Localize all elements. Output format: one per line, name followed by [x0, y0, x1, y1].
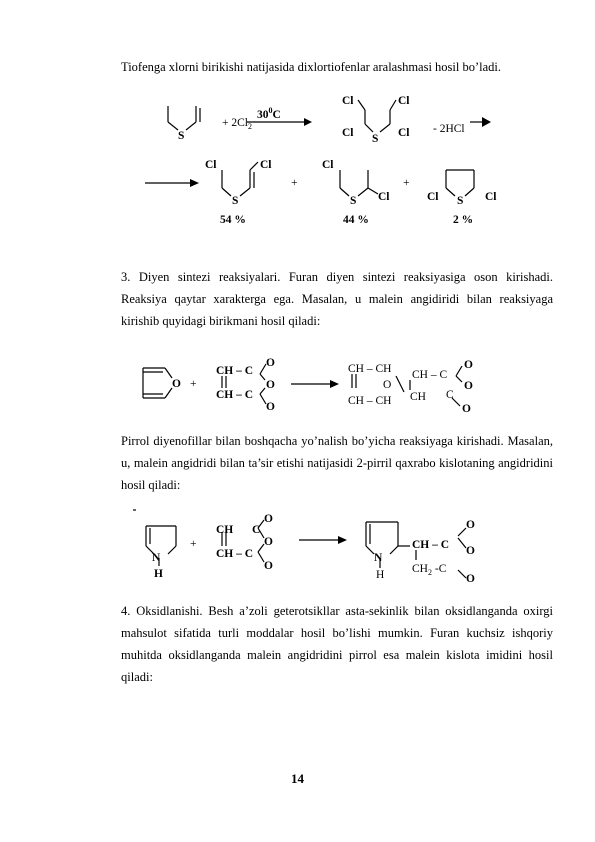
- oxygen-atom-label: O: [266, 379, 275, 391]
- plus-sign: +: [403, 177, 410, 189]
- oxygen-atom-label: O: [464, 359, 473, 371]
- oxygen-atom-label: O: [466, 519, 475, 531]
- ch-group-label: CH: [410, 391, 426, 403]
- ch-group-label: CH – C: [216, 389, 254, 401]
- paragraph-thiophene-chlorination: Tiofenga xlorni birikishi natijasida dixlortiofenlar aralashmasi hosil bo’ladi.: [121, 60, 502, 74]
- ch-group-label: CH – C: [412, 539, 450, 551]
- ch-group-label: CH – CH: [348, 363, 392, 375]
- chlorine-label: Cl: [205, 159, 217, 171]
- chlorine-label: Cl: [378, 191, 390, 203]
- c-atom-label: C: [446, 389, 454, 401]
- ch-group-label: CH – C: [216, 548, 254, 560]
- nitrogen-atom-label: N: [152, 552, 161, 564]
- ch2-group-label: $CH_2$ -C: [412, 563, 447, 577]
- reaction-scheme-furan-diene: [0, 352, 595, 422]
- oxygen-atom-label: O: [466, 573, 475, 585]
- hcl-byproduct: - 2HCl: [433, 123, 465, 135]
- paragraph-pyrrole-reaction: Pirrol diyenofillar bilan boshqacha yo’nalish bo’yicha reaksiyaga kirishadi. Masalan, u, malein angidridi bilan ta’sir etishi natijasidi 2-pirril qaxrabo kislotaning angidridini hosil qiladi:: [121, 434, 553, 492]
- sulfur-atom-label: S: [372, 133, 379, 145]
- chlorine-label: Cl: [398, 95, 410, 107]
- plus-sign: +: [190, 378, 197, 390]
- yield-label: 2 %: [453, 214, 474, 226]
- sulfur-atom-label: S: [350, 195, 357, 207]
- chlorine-reagent: + $2Cl_2$: [222, 117, 252, 131]
- paragraph-oxidation: 4. Oksidlanishi. Besh a’zoli geterotsikllar asta-sekinlik bilan oksidlanganda oxirgi mahsulot sifatida turli moddalar hosil bo’lishi mumkin. Furan kuchsiz ishqoriy muhitda oksidlanganda malein angidridini pirrol esa malein kislota imidini hosil qiladi:: [121, 604, 553, 684]
- chlorine-label: Cl: [260, 159, 272, 171]
- chlorine-label: Cl: [342, 127, 354, 139]
- page-number: 14: [291, 771, 304, 786]
- sulfur-atom-label: S: [232, 195, 239, 207]
- ch-group-label: CH – C: [412, 369, 448, 381]
- nitrogen-atom-label: N: [374, 552, 383, 564]
- yield-label: 44 %: [343, 214, 369, 226]
- chlorine-label: Cl: [485, 191, 497, 203]
- oxygen-atom-label: O: [172, 378, 181, 390]
- oxygen-atom-label: O: [466, 545, 475, 557]
- oxygen-atom-label: O: [462, 403, 471, 415]
- hydrogen-atom-label: H: [154, 568, 163, 580]
- reaction-scheme-pyrrole: [0, 508, 595, 588]
- oxygen-atom-label: O: [264, 536, 273, 548]
- reaction-scheme-chlorination: [0, 88, 595, 238]
- chlorine-label: Cl: [342, 95, 354, 107]
- ch-group-label: CH: [216, 524, 234, 536]
- hydrogen-atom-label: H: [376, 569, 385, 581]
- sulfur-atom-label: S: [178, 130, 185, 142]
- reaction-condition: $30^0C$: [257, 106, 281, 121]
- oxygen-atom-label: O: [383, 379, 392, 391]
- ch-group-label: CH – C: [216, 365, 254, 377]
- yield-label: 54 %: [220, 214, 246, 226]
- chlorine-label: Cl: [427, 191, 439, 203]
- oxygen-atom-label: O: [464, 380, 473, 392]
- oxygen-atom-label: O: [266, 401, 275, 413]
- plus-sign: +: [291, 177, 298, 189]
- ch-group-label: CH – CH: [348, 395, 392, 407]
- plus-sign: +: [190, 538, 197, 550]
- chlorine-label: Cl: [398, 127, 410, 139]
- chlorine-label: Cl: [322, 159, 334, 171]
- oxygen-atom-label: O: [264, 513, 273, 525]
- sulfur-atom-label: S: [457, 195, 464, 207]
- oxygen-atom-label: O: [264, 560, 273, 572]
- oxygen-atom-label: O: [266, 357, 275, 369]
- c-atom-label: C: [252, 524, 261, 536]
- paragraph-diene-synthesis: 3. Diyen sintezi reaksiyalari. Furan diyen sintezi reaksiyasiga oson kirishadi. Reaksiya qaytar xarakterga ega. Masalan, u malein angidiridi bilan reaksiyaga kirishib quyidagi birikmani hosil qiladi:: [121, 270, 553, 328]
